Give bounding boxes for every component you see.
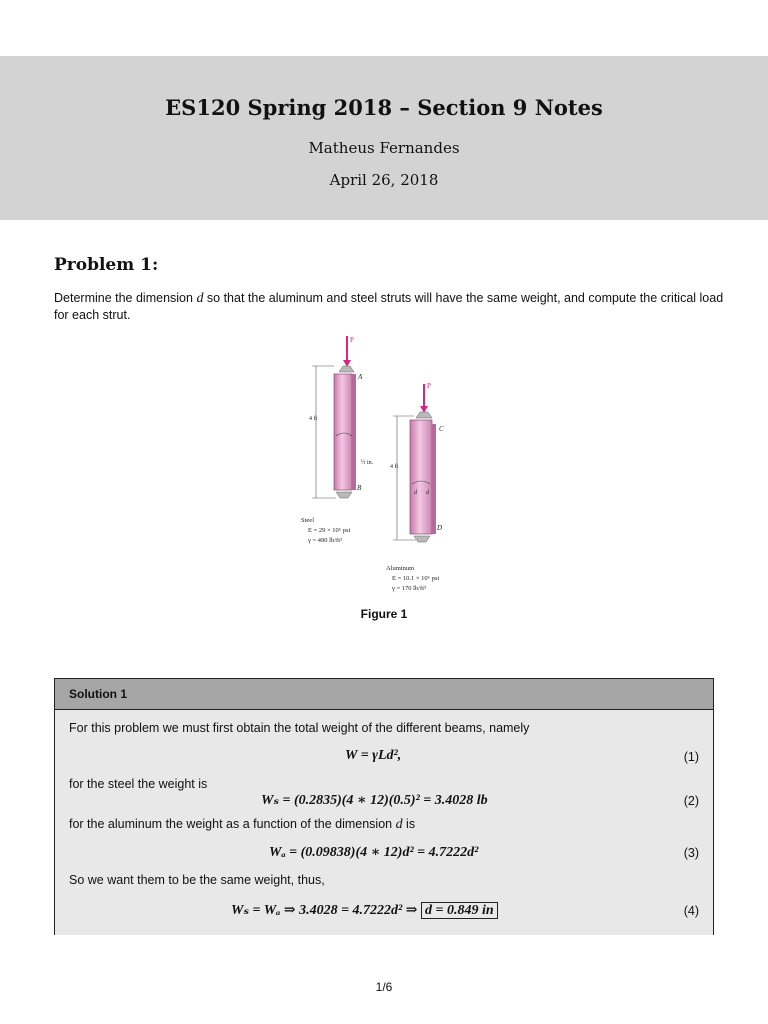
aluminum-density: γ = 170 lb/ft³ <box>392 585 426 592</box>
equation-1: W = γLd², <box>345 748 402 763</box>
struts-figure <box>296 332 472 600</box>
equation-2: Wₛ = (0.2835)(4 ∗ 12)(0.5)² = 3.4028 lb <box>261 793 488 808</box>
aluminum-strut <box>393 384 436 542</box>
load-label-steel: P <box>350 336 354 344</box>
equation-2-number: (2) <box>683 794 699 808</box>
variable-d: d <box>196 291 204 306</box>
point-b-label: B <box>357 484 362 492</box>
aluminum-material-name: Aluminum <box>386 565 415 572</box>
title-band <box>0 56 768 220</box>
document-title: ES120 Spring 2018 – Section 9 Notes <box>165 95 603 120</box>
steel-length-label: 4 ft <box>309 416 318 422</box>
boxed-result: d = 0.849 in <box>421 902 498 919</box>
problem-statement: Determine the dimension d so that the aluminum and steel struts will have the same weight, and compute the critical load for each strut. <box>54 291 724 322</box>
dimension-d-right: d <box>426 490 429 496</box>
equation-3: Wₐ = (0.09838)(4 ∗ 12)d² = 4.7222d² <box>269 845 479 860</box>
dimension-d-left: d <box>414 490 417 496</box>
solution-steel-text: for the steel the weight is <box>69 777 208 791</box>
document-date: April 26, 2018 <box>329 171 439 189</box>
figure-caption: Figure 1 <box>360 607 408 621</box>
solution-box <box>54 678 714 935</box>
aluminum-length-label: 4 ft <box>390 464 399 470</box>
steel-density: γ = 490 lb/ft³ <box>308 537 342 544</box>
point-d-label: D <box>437 524 443 532</box>
solution-aluminum-text: for the aluminum the weight as a function of the dimension d is <box>69 817 416 832</box>
equation-4-number: (4) <box>683 904 699 918</box>
page-number: 1/6 <box>375 980 393 994</box>
aluminum-modulus: E = 10.1 × 10⁶ psi <box>392 575 440 582</box>
steel-strut <box>312 336 356 498</box>
equation-1-number: (1) <box>683 750 699 764</box>
problem-heading: Problem 1: <box>54 255 159 275</box>
equation-4: Wₛ = Wₐ ⇒ 3.4028 = 4.7222d² ⇒ d = 0.849 in <box>231 902 498 919</box>
steel-width-label: ½ in. <box>361 460 374 466</box>
steel-modulus: E = 29 × 10⁶ psi <box>308 527 351 534</box>
point-a-label: A <box>358 373 363 381</box>
solution-header: Solution 1 <box>55 679 713 710</box>
equation-3-number: (3) <box>683 846 699 860</box>
steel-material-name: Steel <box>301 517 314 524</box>
document-author: Matheus Fernandes <box>308 139 460 157</box>
solution-intro: For this problem we must first obtain the total weight of the different beams, namely <box>69 721 530 735</box>
solution-same-weight-text: So we want them to be the same weight, thus, <box>69 873 325 887</box>
load-label-aluminum: P <box>427 382 431 390</box>
point-c-label: C <box>439 425 444 433</box>
